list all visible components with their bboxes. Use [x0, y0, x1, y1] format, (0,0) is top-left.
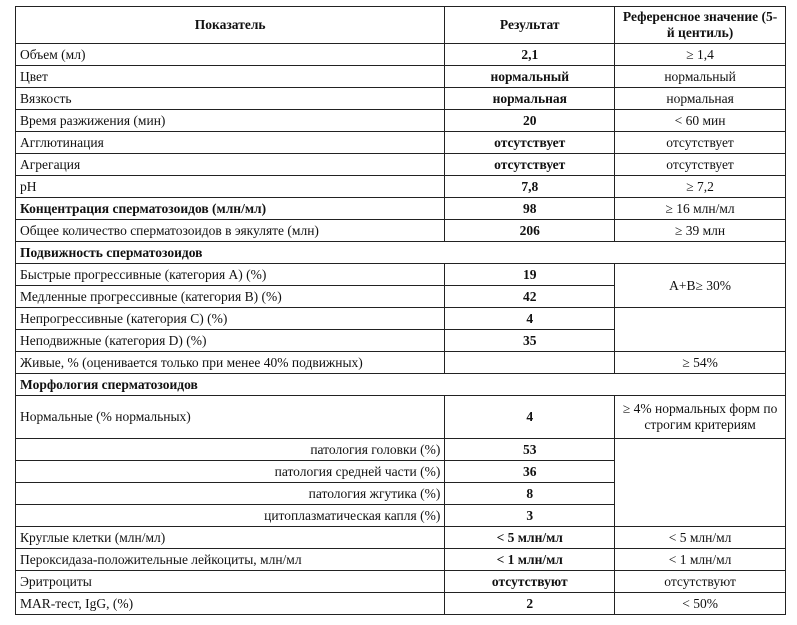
header-indicator: Показатель [16, 7, 445, 44]
reference-empty [615, 439, 786, 527]
indicator-name: Круглые клетки (млн/мл) [16, 527, 445, 549]
result-value: 53 [445, 439, 615, 461]
indicator-name: Медленные прогрессивные (категория В) (%) [16, 286, 445, 308]
result-value: 42 [445, 286, 615, 308]
table-row [16, 374, 786, 396]
indicator-name: Агглютинация [16, 132, 445, 154]
reference-empty [615, 308, 786, 352]
table-row [16, 154, 786, 176]
indicator-name: цитоплазматическая капля (%) [16, 505, 445, 527]
semen-analysis-table [15, 6, 786, 615]
header-reference: Референсное значение (5-й центиль) [615, 7, 786, 44]
indicator-name: Концентрация сперматозоидов (млн/мл) [16, 198, 445, 220]
table-row [16, 352, 786, 374]
section-motility: Подвижность сперматозоидов [16, 242, 786, 264]
table-row [16, 132, 786, 154]
reference-value: < 50% [615, 593, 786, 615]
reference-value: А+В≥ 30% [615, 264, 786, 308]
result-value: 36 [445, 461, 615, 483]
reference-value: нормальный [615, 66, 786, 88]
reference-value: отсутствует [615, 132, 786, 154]
table-row [16, 242, 786, 264]
table-row [16, 66, 786, 88]
reference-value: ≥ 4% нормальных форм по строгим критериям [615, 396, 786, 439]
table-row [16, 396, 786, 439]
table-row [16, 198, 786, 220]
reference-value: ≥ 1,4 [615, 44, 786, 66]
result-value: 2,1 [445, 44, 615, 66]
result-value: нормальный [445, 66, 615, 88]
result-value: 4 [445, 396, 615, 439]
result-value: 35 [445, 330, 615, 352]
indicator-name: Объем (мл) [16, 44, 445, 66]
result-value: 20 [445, 110, 615, 132]
reference-value: отсутствует [615, 154, 786, 176]
header-result: Результат [445, 7, 615, 44]
indicator-name: Нормальные (% нормальных) [16, 396, 445, 439]
result-value: 8 [445, 483, 615, 505]
result-value: 7,8 [445, 176, 615, 198]
table-row [16, 571, 786, 593]
reference-value: отсутствуют [615, 571, 786, 593]
indicator-name: pH [16, 176, 445, 198]
indicator-name: Вязкость [16, 88, 445, 110]
indicator-name: Быстрые прогрессивные (категория А) (%) [16, 264, 445, 286]
indicator-name: патология головки (%) [16, 439, 445, 461]
result-value: 206 [445, 220, 615, 242]
indicator-name: Общее количество сперматозоидов в эякуляте (млн) [16, 220, 445, 242]
table-row [16, 88, 786, 110]
indicator-name: Пероксидаза-положительные лейкоциты, млн/мл [16, 549, 445, 571]
indicator-name: Неподвижные (категория D) (%) [16, 330, 445, 352]
table-row [16, 308, 786, 330]
reference-value: < 5 млн/мл [615, 527, 786, 549]
reference-value: ≥ 54% [615, 352, 786, 374]
indicator-name: патология жгутика (%) [16, 483, 445, 505]
table-row [16, 264, 786, 286]
result-value: нормальная [445, 88, 615, 110]
result-value [445, 352, 615, 374]
reference-value: ≥ 16 млн/мл [615, 198, 786, 220]
reference-value: нормальная [615, 88, 786, 110]
result-value: 4 [445, 308, 615, 330]
indicator-name: Время разжижения (мин) [16, 110, 445, 132]
indicator-name: Живые, % (оценивается только при менее 40% подвижных) [16, 352, 445, 374]
indicator-name: Цвет [16, 66, 445, 88]
result-value: отсутствует [445, 154, 615, 176]
table-row [16, 527, 786, 549]
table-row [16, 110, 786, 132]
indicator-name: Эритроциты [16, 571, 445, 593]
result-value: 2 [445, 593, 615, 615]
reference-value: < 60 мин [615, 110, 786, 132]
table-row [16, 439, 786, 461]
result-value: отсутствует [445, 132, 615, 154]
reference-value: < 1 млн/мл [615, 549, 786, 571]
table-row [16, 593, 786, 615]
table-row [16, 44, 786, 66]
table-row [16, 549, 786, 571]
result-value: 3 [445, 505, 615, 527]
result-value: 19 [445, 264, 615, 286]
table-row [16, 220, 786, 242]
table-row [16, 176, 786, 198]
indicator-name: Агрегация [16, 154, 445, 176]
indicator-name: MAR-тест, IgG, (%) [16, 593, 445, 615]
reference-value: ≥ 7,2 [615, 176, 786, 198]
result-value: < 1 млн/мл [445, 549, 615, 571]
table-header [16, 7, 786, 44]
result-value: 98 [445, 198, 615, 220]
result-value: < 5 млн/мл [445, 527, 615, 549]
reference-value: ≥ 39 млн [615, 220, 786, 242]
section-morphology: Морфология сперматозоидов [16, 374, 786, 396]
indicator-name: Непрогрессивные (категория С) (%) [16, 308, 445, 330]
indicator-name: патология средней части (%) [16, 461, 445, 483]
result-value: отсутствуют [445, 571, 615, 593]
